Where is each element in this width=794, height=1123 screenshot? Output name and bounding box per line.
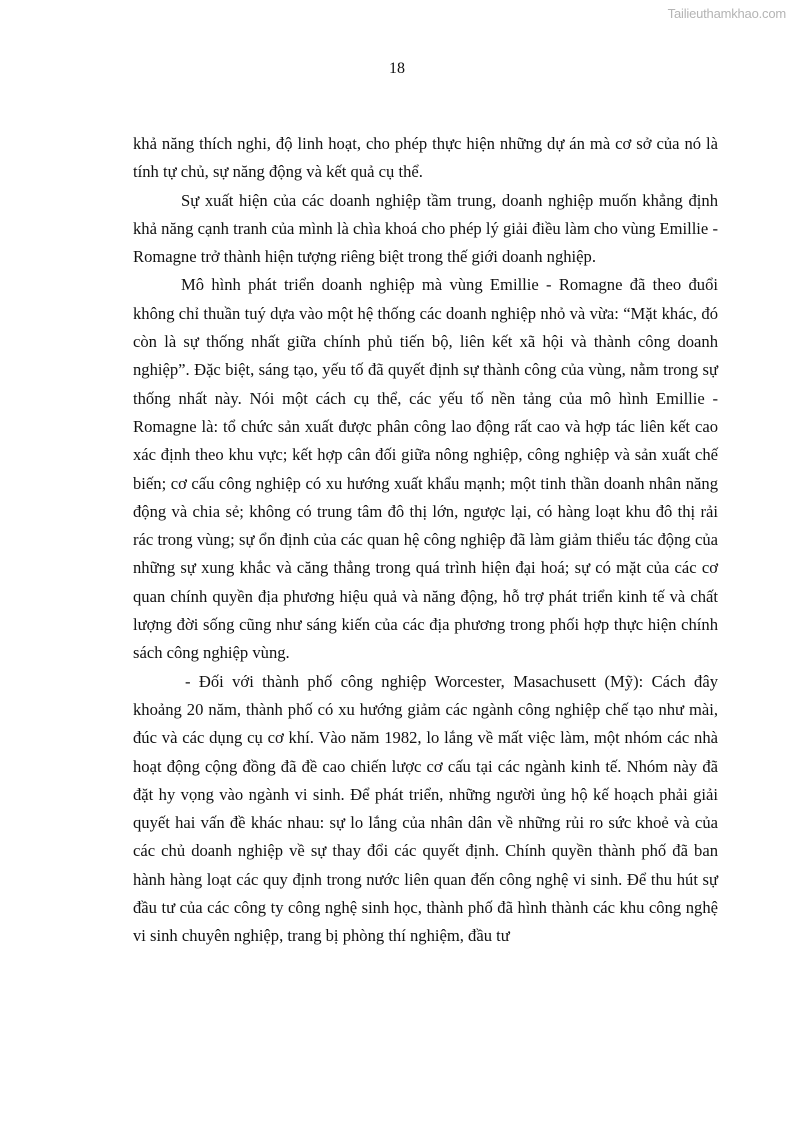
paragraph-mid-size-enterprises: Sự xuất hiện của các doanh nghiệp tầm trung, doanh nghiệp muốn khẳng định khả năng cạnh tranh của mình là chìa khoá cho phép lý giải điều làm cho vùng Emillie - Romagne trở thành hiện tượng riêng biệt trong thế giới doanh nghiệp. (133, 190, 718, 267)
paragraph-worcester: - Đối với thành phố công nghiệp Worcester, Masachusett (Mỹ): Cách đây khoảng 20 năm, thành phố có xu hướng giảm các ngành công nghiệp chế tạo như mài, đúc và các dụng cụ cơ khí. Vào năm 1982, lo lắng về mất việc làm, một nhóm các nhà hoạt động cộng đồng đã đề cao chiến lược cơ cấu tại các ngành kinh tế. Nhóm này đã đặt hy vọng vào ngành vi sinh. Để phát triển, những người ủng hộ kế hoạch phải giải quyết hai vấn đề khác nhau: sự lo lắng của nhân dân về những rủi ro sức khoẻ và của các chủ doanh nghiệp về sự thay đổi các quyết định. Chính quyền thành phố đã ban hành hàng loạt các quy định trong nước liên quan đến công nghệ vi sinh. Để thu hút sự đầu tư của các công ty công nghệ sinh học, thành phố đã hình thành các khu công nghệ vi sinh chuyên nghiệp, trang bị phòng thí nghiệm, đầu tư (133, 671, 718, 946)
paragraph-continuation: khả năng thích nghi, độ linh hoạt, cho phép thực hiện những dự án mà cơ sở của nó là tính tự chủ, sự năng động và kết quả cụ thể. (133, 134, 718, 182)
watermark: Tailieuthamkhao.com (667, 6, 786, 21)
document-body (133, 130, 718, 951)
paragraph-emillie-romagne-model: Mô hình phát triển doanh nghiệp mà vùng Emillie - Romagne đã theo đuổi không chỉ thuần tuý dựa vào một hệ thống các doanh nghiệp nhỏ và vừa: “Mặt khác, đó còn là sự thống nhất giữa chính phủ tiến bộ, liên kết xã hội và thành công doanh nghiệp”. Đặc biệt, sáng tạo, yếu tố đã quyết định sự thành công của vùng, nằm trong sự thống nhất này. Nói một cách cụ thể, các yếu tố nền tảng của mô hình Emillie - Romagne là: tổ chức sản xuất được phân công lao động rất cao và hợp tác liên kết cao xác định theo khu vực; kết hợp cân đối giữa nông nghiệp, công nghiệp và sản xuất chế biến; cơ cấu công nghiệp có xu hướng xuất khẩu mạnh; một tinh thần doanh nhân năng động và chia sẻ; không có trung tâm đô thị lớn, ngược lại, có hàng loạt khu đô thị rải rác trong vùng; sự ổn định của các quan hệ công nghiệp đã làm giảm thiểu tác động của những sự xung khắc và căng thẳng trong quá trình hiện đại hoá; sự có mặt của các cơ quan chính quyền địa phương hiệu quả và năng động, hỗ trợ phát triển kinh tế và chất lượng đời sống cũng như sáng kiến của các địa phương trong phối hợp thực hiện chính sách công nghiệp vùng. (133, 275, 718, 663)
page-number: 18 (389, 60, 405, 77)
